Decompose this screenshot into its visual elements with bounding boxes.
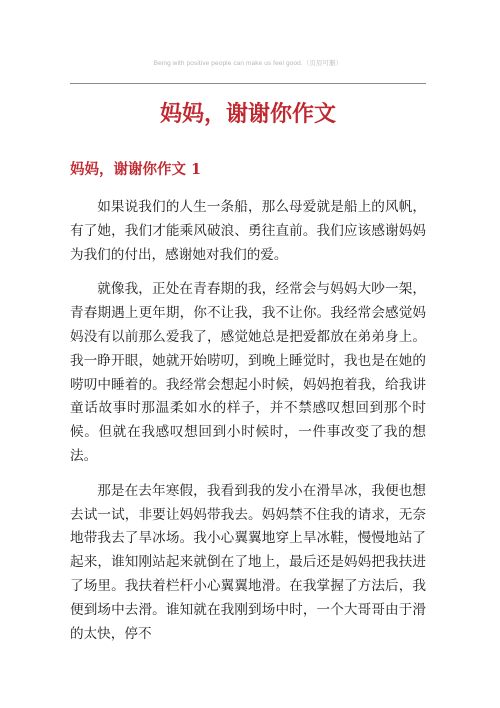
body-paragraph: 如果说我们的人生一条船，那么母爱就是船上的风帆，有了她，我们才能乘风破浪、勇往直前。我们应该感谢妈妈为我们的付出，感谢她对我们的爱。 xyxy=(70,199,426,263)
body-paragraph: 那是在去年寒假，我看到我的发小在滑旱冰，我便也想去试一试，非要让妈妈带我去。妈妈禁不住我的请求，无奈地带我去了旱冰场。我小心翼翼地穿上旱冰鞋，慢慢地站了起来，谁知刚站起来就倒在了地上，最后还是妈妈把我扶进了场里。我扶着栏杆小心翼翼地滑。在我掌握了方法后，我便到场中去滑。谁知就在我刚到场中时，一个大哥哥由于滑的太快，停不 xyxy=(70,482,426,642)
body-paragraph: 就像我，正处在青春期的我，经常会与妈妈大吵一架，青春期遇上更年期，你不让我，我不让你。我经常会感觉妈妈没有以前那么爱我了，感觉她总是把爱都放在弟弟身上。我一睁开眼，她就开始唠叨，到晚上睡觉时，我也是在她的唠叨中睡着的。我经常会想起小时候，妈妈抱着我，给我讲童话故事时那温柔如水的样子，并不禁感叹想回到那个时候。但就在我感叹想回到小时候时，一件事改变了我的想法。 xyxy=(70,281,426,464)
section-heading: 妈妈，谢谢你作文 1 xyxy=(70,161,202,178)
document-body xyxy=(70,196,426,657)
page-header-tagline: Being with positive people can make us feel good.（页眉可删） xyxy=(153,60,343,67)
header-divider xyxy=(70,83,426,84)
document-title: 妈妈，谢谢你作文 xyxy=(159,101,336,127)
